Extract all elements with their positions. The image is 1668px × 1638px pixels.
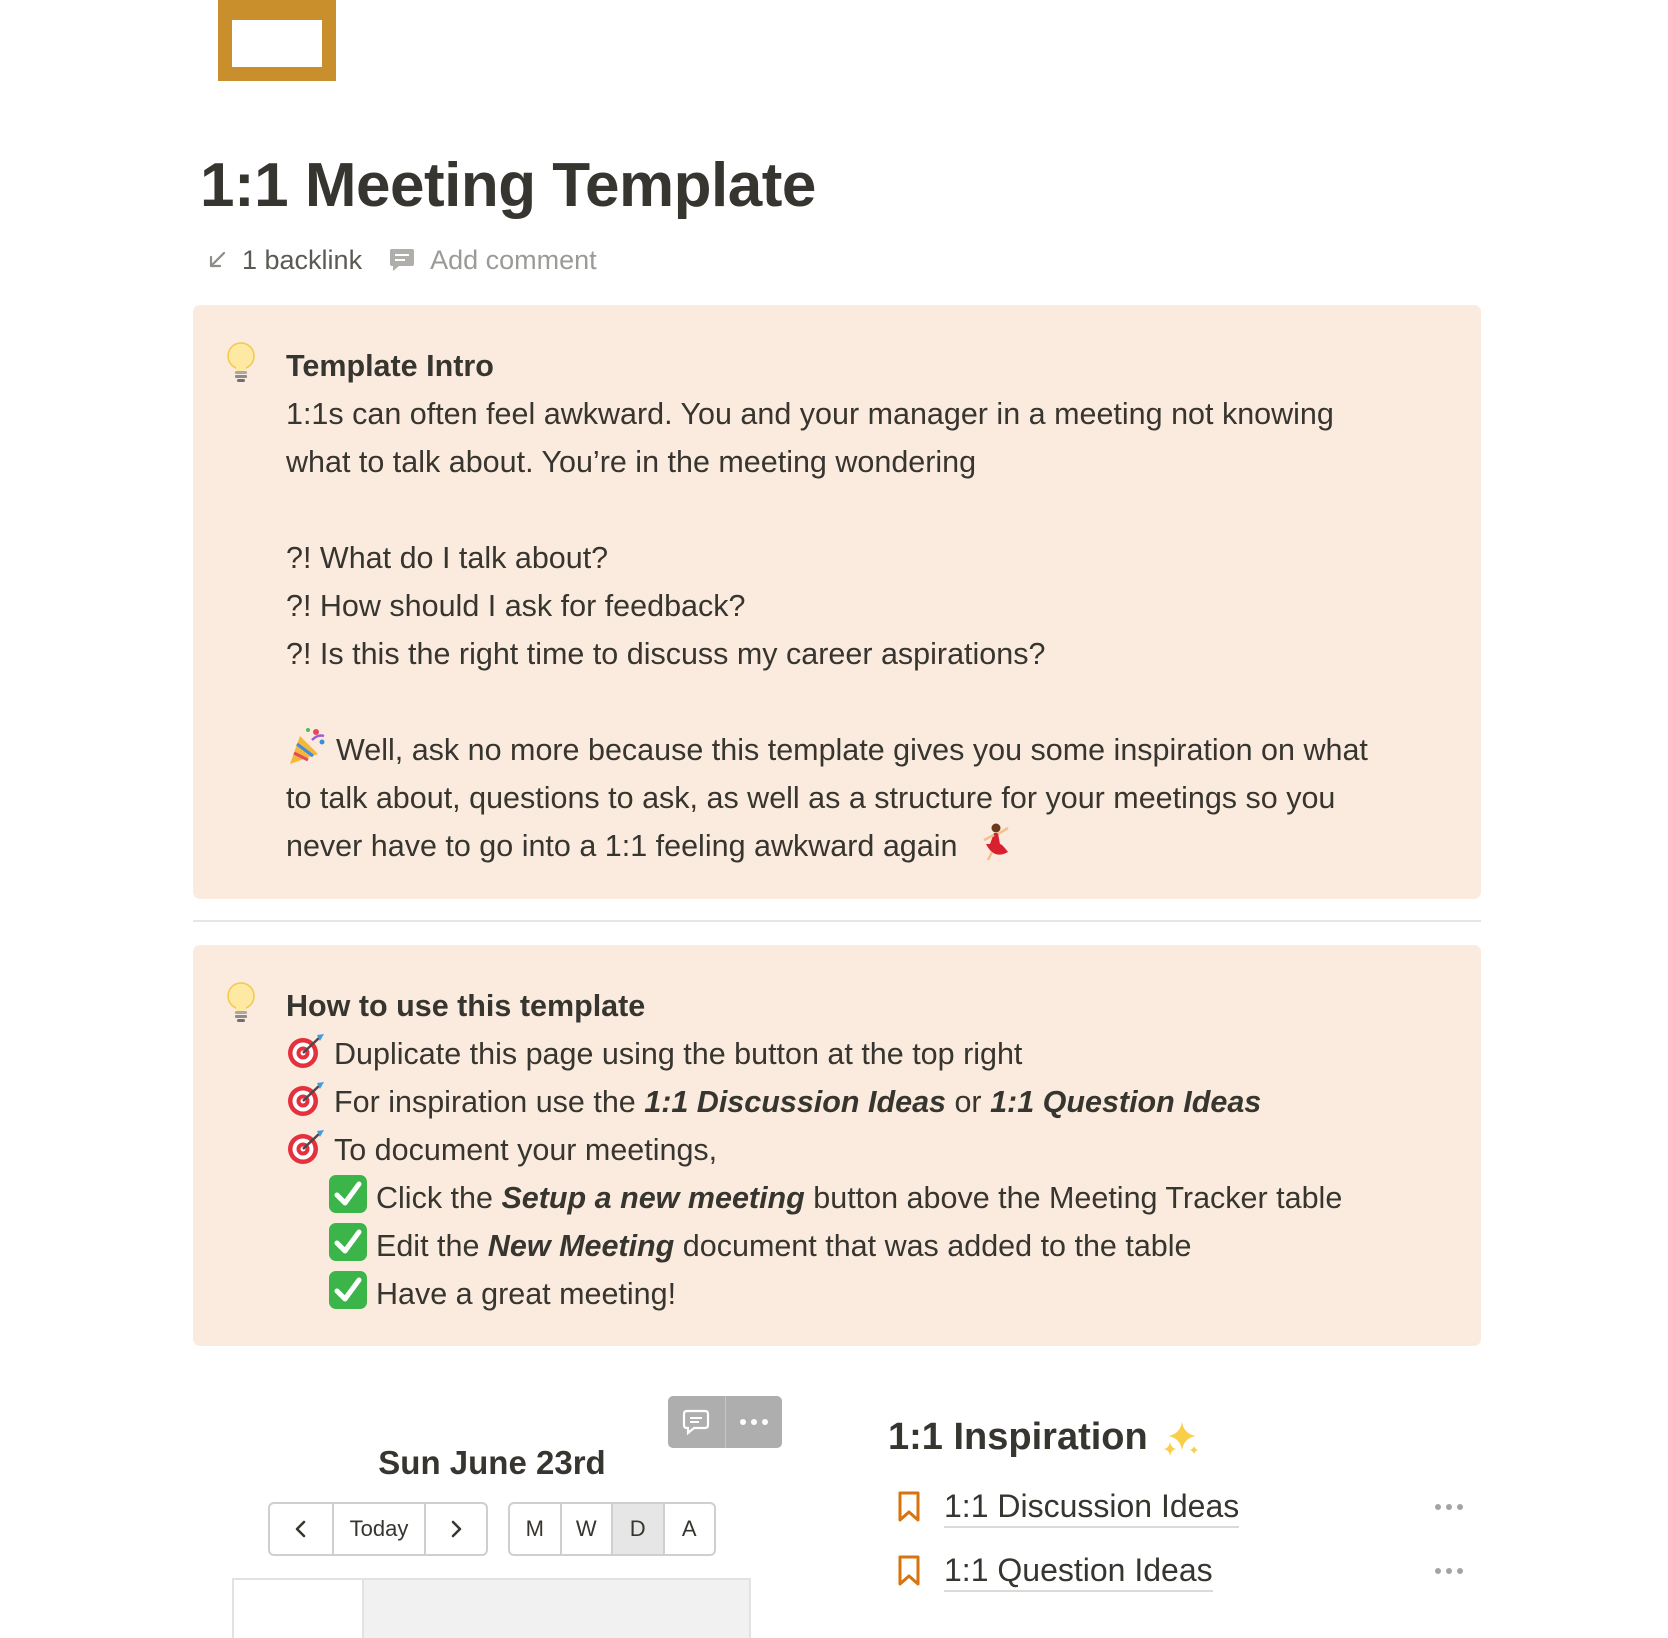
bookmark-icon [896,1491,922,1523]
comment-button[interactable] [668,1396,725,1448]
divider [193,920,1481,922]
view-agenda-button[interactable]: A [663,1504,715,1554]
previous-button[interactable] [270,1504,332,1554]
closing-text: Well, ask no more because this template gives you some inspiration on what [336,733,1368,767]
bullseye-icon [286,1128,326,1166]
closing-text: never have to go into a 1:1 feeling awkward again [286,829,958,863]
discussion-ideas-link[interactable] [896,1482,1466,1532]
bullseye-icon [286,1032,326,1070]
howto-step-text: For inspiration use the [334,1085,645,1119]
howto-step-text: To document your meetings, [334,1133,718,1167]
link-label: 1:1 Discussion Ideas [944,1486,1239,1528]
chevron-left-icon [294,1519,308,1539]
closing-text-line [286,726,1441,774]
backlink-arrow-icon [206,249,228,271]
closing-text: to talk about, questions to ask, as well as a structure for your meetings so you [286,781,1336,815]
page-meta-row [206,240,623,280]
browser-window-icon[interactable] [218,0,336,81]
view-day-button[interactable]: D [611,1504,663,1554]
question-line: ?! What do I talk about? [286,541,609,575]
more-icon [739,1418,769,1426]
add-comment-button[interactable] [388,245,597,276]
calendar-view-group [508,1502,716,1556]
howto-substep [286,1174,1441,1222]
calendar-date-label: Sun June 23rd [378,1444,606,1481]
link-label: 1:1 Question Ideas [944,1550,1213,1592]
check-mark-icon [328,1270,368,1310]
closing-text-line [286,822,1441,870]
callout-title: How to use this template [286,989,646,1023]
howto-step-text: or [946,1085,991,1119]
howto-step [286,1078,1441,1126]
bookmark-icon [896,1555,922,1587]
howto-step-text: Duplicate this page using the button at the top right [334,1037,1023,1071]
substep-text: Click the [376,1181,502,1215]
substep-text: document that was added to the table [674,1229,1192,1263]
check-mark-icon [328,1222,368,1262]
question-line: ?! Is this the right time to discuss my career aspirations? [286,637,1046,671]
howto-substep [286,1270,1441,1318]
backlinks-label: 1 backlink [242,244,363,275]
howto-step [286,1030,1441,1078]
howto-substep [286,1222,1441,1270]
new-meeting-reference: New Meeting [487,1229,675,1263]
substep-text: Edit the [376,1229,488,1263]
lightbulb-icon[interactable] [223,981,259,1025]
intro-text: what to talk about. You’re in the meeting wondering [286,445,977,479]
howto-step [286,1126,1441,1174]
intro-text: 1:1s can often feel awkward. You and your manager in a meeting not knowing [286,397,1334,431]
calendar-grid [232,1578,751,1638]
calendar-nav-group [268,1502,488,1556]
inspiration-heading [888,1416,1202,1459]
check-mark-icon [328,1174,368,1214]
more-icon [1434,1503,1464,1511]
page-title[interactable]: 1:1 Meeting Template [200,151,816,220]
template-intro-callout [193,305,1481,899]
comment-icon [388,247,416,273]
view-month-button[interactable]: M [525,1516,544,1541]
inspiration-heading-text: 1:1 Inspiration [888,1416,1148,1458]
block-toolbar [668,1396,782,1448]
discussion-ideas-reference: 1:1 Discussion Ideas [644,1085,946,1119]
view-week-button[interactable]: W [560,1504,612,1554]
more-icon [1434,1567,1464,1575]
time-gutter [234,1580,364,1638]
setup-meeting-reference: Setup a new meeting [501,1181,805,1215]
add-comment-label: Add comment [430,244,597,275]
question-ideas-link[interactable] [896,1546,1466,1596]
sparkles-icon [1160,1418,1202,1458]
comment-icon [682,1409,710,1435]
bullseye-icon [286,1080,326,1118]
day-column[interactable] [364,1580,749,1638]
lightbulb-icon[interactable] [223,341,259,385]
dancer-icon [974,822,1014,862]
substep-text: Have a great meeting! [376,1277,677,1311]
backlinks-button[interactable] [206,245,362,276]
question-ideas-reference: 1:1 Question Ideas [990,1085,1262,1119]
callout-title: Template Intro [286,349,494,383]
more-options-button[interactable] [1432,1490,1466,1524]
next-button[interactable] [424,1504,486,1554]
today-button[interactable]: Today [332,1504,424,1554]
chevron-right-icon [449,1519,463,1539]
more-options-button[interactable] [725,1396,783,1448]
substep-text: button above the Meeting Tracker table [804,1181,1343,1215]
question-line: ?! How should I ask for feedback? [286,589,746,623]
how-to-callout [193,945,1481,1346]
party-popper-icon [286,726,328,766]
more-options-button[interactable] [1432,1554,1466,1588]
